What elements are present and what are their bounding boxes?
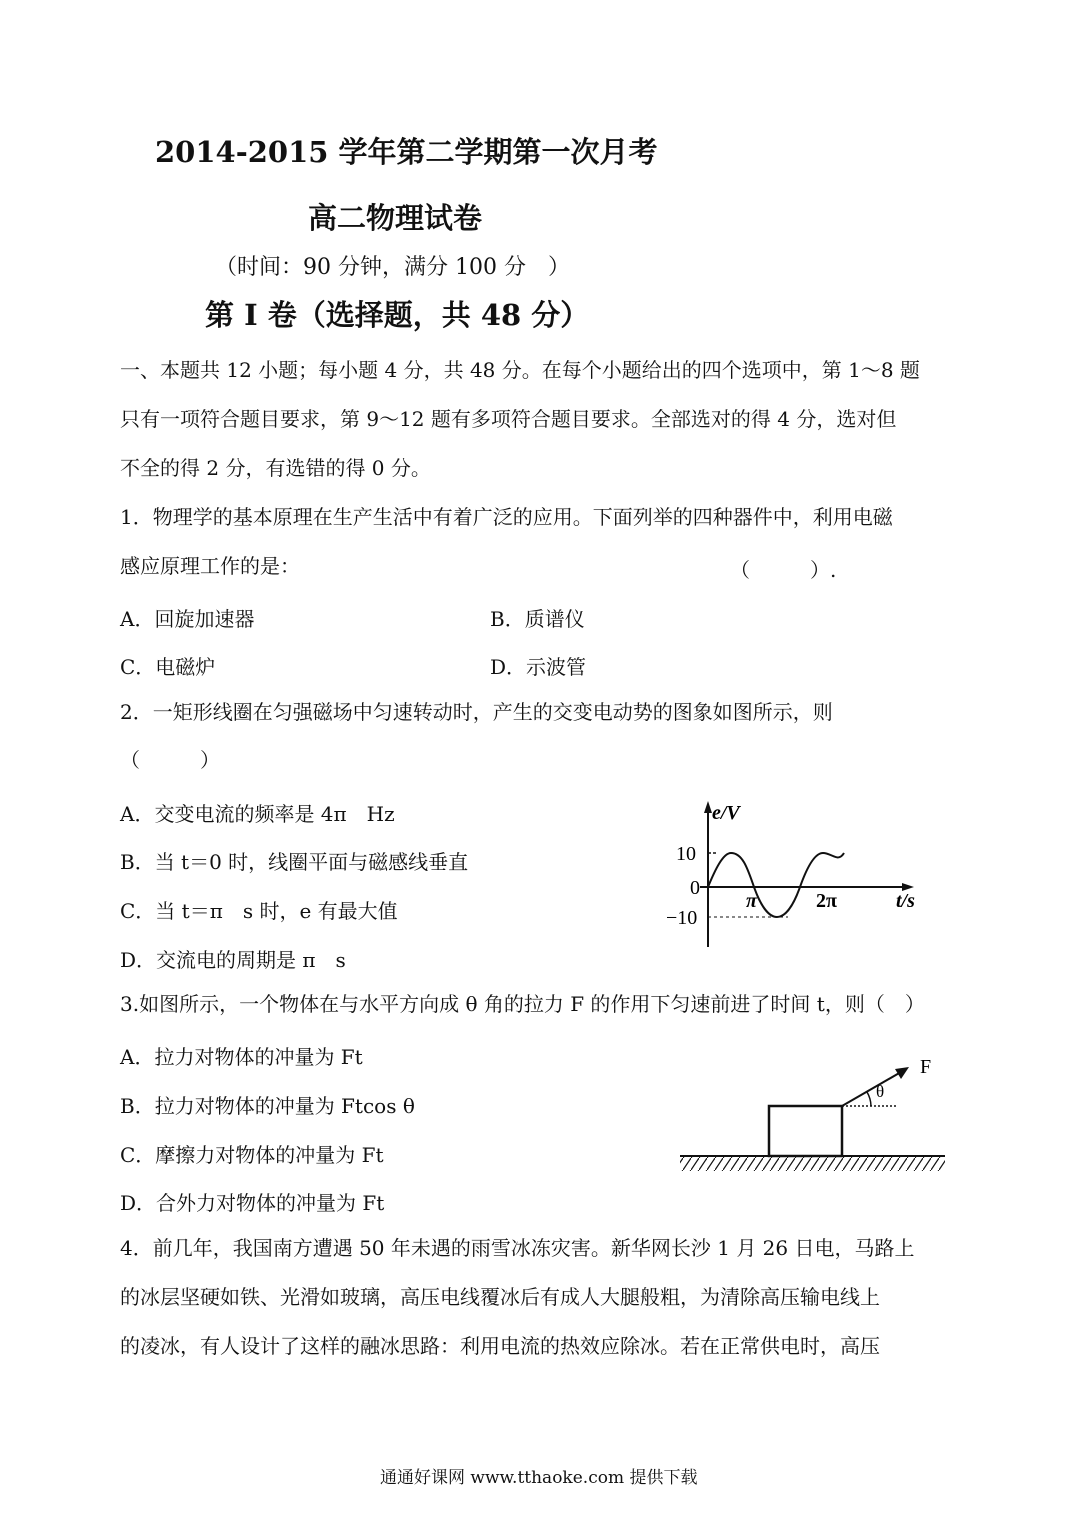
question-3-option-a: A．拉力对物体的冲量为 Ft — [120, 1045, 363, 1069]
question-1-option-a: A．回旋加速器 — [120, 607, 255, 631]
tick-label-pi: π — [746, 890, 757, 912]
block-force-diagram — [675, 1050, 955, 1180]
question-2-option-c: C．当 t＝π s 时，e 有最大值 — [120, 899, 398, 923]
angle-arc — [867, 1092, 871, 1106]
instruction-line: 只有一项符合题目要求，第 9～12 题有多项符合题目要求。全部选对的得 4 分，选对但 — [120, 407, 897, 431]
tick-label-10: 10 — [676, 843, 696, 865]
question-2-text: （ ） — [120, 748, 220, 772]
question-4-text: 的冰层坚硬如铁、光滑如玻璃，高压电线覆冰后有成人大腿般粗，为清除高压输电线上 — [120, 1285, 880, 1309]
question-4-text: 4．前几年，我国南方遭遇 50 年未遇的雨雪冰冻灾害。新华网长沙 1 月 26 日电，马路上 — [120, 1236, 915, 1260]
question-2-option-b: B．当 t＝0 时，线圈平面与磁感线垂直 — [120, 850, 469, 874]
question-1-option-c: C．电磁炉 — [120, 655, 216, 679]
instruction-line: 一、本题共 12 小题；每小题 4 分，共 48 分。在每个小题给出的四个选项中，第 1～8 题 — [120, 358, 920, 382]
section-heading: 第 I 卷（选择题，共 48 分） — [205, 298, 590, 332]
question-3-option-d: D．合外力对物体的冲量为 Ft — [120, 1191, 385, 1215]
question-1-text: 感应原理工作的是： — [120, 554, 300, 578]
question-2-option-a: A．交变电流的频率是 4π Hz — [120, 802, 395, 826]
question-2-option-d: D．交流电的周期是 π s — [120, 948, 346, 972]
angle-label: θ — [876, 1082, 885, 1101]
question-1-text: 1．物理学的基本原理在生产生活中有着广泛的应用。下面列举的四种器件中，利用电磁 — [120, 505, 893, 529]
force-label: F — [920, 1056, 932, 1078]
instruction-line: 不全的得 2 分，有选错的得 0 分。 — [120, 456, 431, 480]
block — [769, 1106, 842, 1156]
tick-label-minus10: −10 — [666, 907, 698, 929]
tick-label-0: 0 — [690, 877, 700, 899]
tick-label-2pi: 2π — [816, 890, 837, 912]
emf-graph — [660, 795, 930, 955]
y-axis-arrow — [704, 801, 712, 813]
question-3-text: 3.如图所示，一个物体在与水平方向成 θ 角的拉力 F 的作用下匀速前进了时间 t，则（ ） — [120, 992, 925, 1016]
question-2-text: 2．一矩形线圈在匀强磁场中匀速转动时，产生的交变电动势的图象如图所示，则 — [120, 700, 833, 724]
exam-subtitle: 高二物理试卷 — [308, 201, 483, 235]
answer-blank: （ ）. — [730, 558, 837, 582]
y-axis-label: e/V — [712, 802, 740, 824]
x-axis-label: t/s — [896, 890, 915, 912]
question-4-text: 的凌冰，有人设计了这样的融冰思路：利用电流的热效应除冰。若在正常供电时，高压 — [120, 1334, 880, 1358]
ground-hatching — [680, 1157, 945, 1171]
footer-source: 通通好课网 www.tthaoke.com 提供下载 — [380, 1468, 698, 1488]
exam-title: 2014-2015 学年第二学期第一次月考 — [155, 135, 658, 169]
time-note: （时间：90 分钟，满分 100 分 ） — [215, 255, 570, 280]
force-vector — [842, 1072, 901, 1106]
question-3-option-b: B．拉力对物体的冲量为 Ftcos θ — [120, 1094, 415, 1118]
question-1-option-b: B．质谱仪 — [490, 607, 585, 631]
force-arrowhead — [895, 1067, 909, 1079]
question-3-option-c: C．摩擦力对物体的冲量为 Ft — [120, 1143, 384, 1167]
question-1-option-d: D．示波管 — [490, 655, 587, 679]
